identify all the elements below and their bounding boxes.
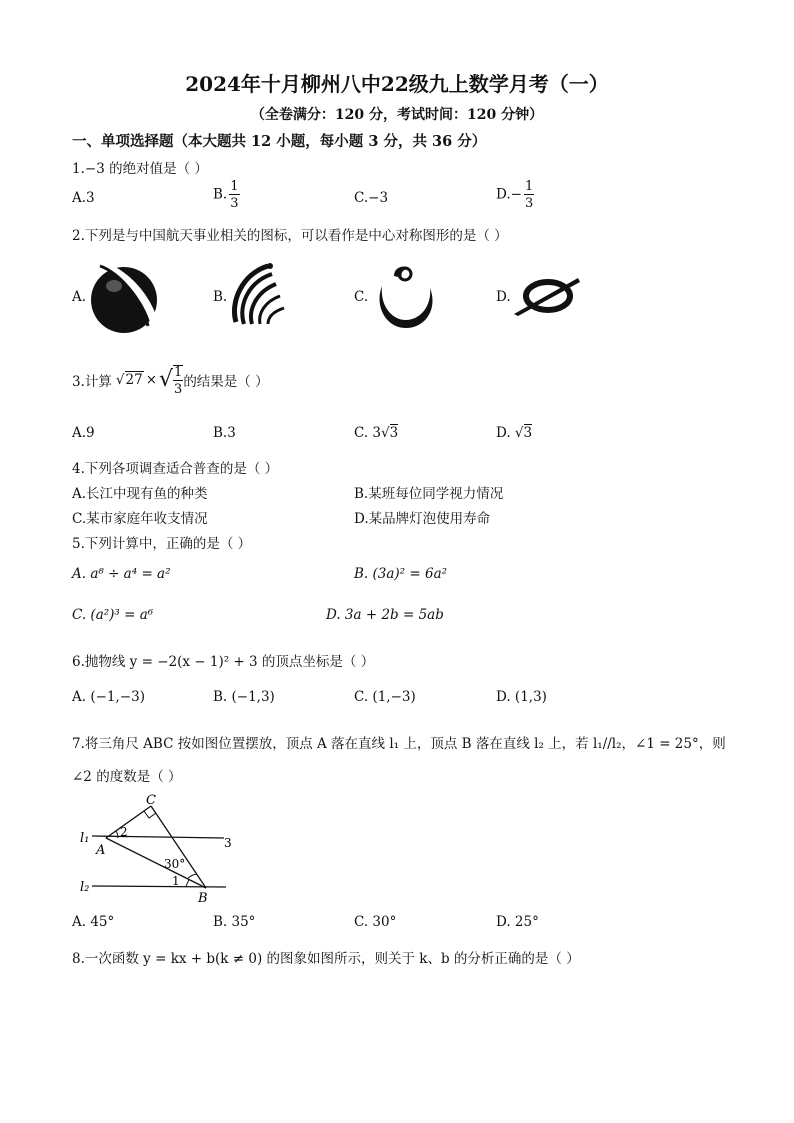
q1-b-prefix: B. <box>213 186 228 203</box>
q5-stem: 5.下列计算中，正确的是（ ） <box>72 536 252 552</box>
q2-icon-a-planet-icon <box>86 258 164 336</box>
right-angle-mark <box>144 811 156 818</box>
q1-option-a: A.3 <box>72 190 95 206</box>
q2-option-d-label: D. <box>496 289 511 305</box>
q3-d-prefix: D. <box>496 425 511 441</box>
q1-d-den: 3 <box>524 196 534 211</box>
q1-stem: 1.−3 的绝对值是（ ） <box>72 161 208 177</box>
q3-frac <box>173 365 183 396</box>
q4-option-c: C.某市家庭年收支情况 <box>72 511 208 527</box>
q5-option-d: D. 3a + 2b = 5ab <box>326 607 444 623</box>
q6-stem: 6.抛物线 y = −2(x − 1)² + 3 的顶点坐标是（ ） <box>72 654 375 670</box>
q2-option-a-label: A. <box>72 289 87 305</box>
q3-frac-den: 3 <box>174 381 183 397</box>
q1-option-b <box>213 180 240 210</box>
label-l1: l₁ <box>80 831 90 846</box>
q3-times: × <box>145 372 157 388</box>
label-2: 2 <box>120 825 128 839</box>
q6-option-a: A. (−1,−3) <box>72 689 145 705</box>
q5-option-a: A. a⁸ ÷ a⁴ = a² <box>72 566 171 582</box>
q2-option-b-label: B. <box>213 289 228 305</box>
q3-option-c: C. 3√3 <box>354 425 399 441</box>
label-3: 3 <box>224 836 232 850</box>
label-1: 1 <box>172 874 180 888</box>
q2-icon-c-crescent-icon <box>372 262 438 330</box>
q6-option-c: C. (1,−3) <box>354 689 416 705</box>
q3-root-sign: √ <box>159 367 174 392</box>
q1-b-num: 1 <box>230 179 239 194</box>
q2-option-c-label: C. <box>354 289 369 305</box>
q7-option-b: B. 35° <box>213 914 256 930</box>
q3-sqrt27-value: 27 <box>125 372 143 388</box>
label-l2: l₂ <box>80 880 90 895</box>
q4-option-d: D.某品牌灯泡使用寿命 <box>354 511 491 527</box>
q1-d-prefix: D.− <box>496 186 522 203</box>
q7-stem-line2: ∠2 的度数是（ ） <box>72 769 182 785</box>
q2-icon-b-orbit-icon <box>228 262 292 330</box>
q1-b-fraction <box>229 180 239 210</box>
q3-sqrt27: √27 <box>115 372 143 388</box>
q1-b-den: 3 <box>230 196 239 211</box>
q1-d-fraction <box>524 180 534 210</box>
q3-d-root: 3 <box>523 425 533 441</box>
q6-option-b: B. (−1,3) <box>213 689 275 705</box>
q7-option-a: A. 45° <box>72 914 115 930</box>
q3-c-prefix: C. 3 <box>354 425 382 441</box>
q3-c-root: 3 <box>389 425 399 441</box>
angle-30-arc <box>188 874 197 878</box>
q7-option-d: D. 25° <box>496 914 539 930</box>
q5-option-b: B. (3a)² = 6a² <box>354 566 448 582</box>
q3-frac-num: 1 <box>174 364 183 380</box>
q4-option-b: B.某班每位同学视力情况 <box>354 486 504 502</box>
q3-suffix: 的结果是（ ） <box>183 374 269 390</box>
label-b: B <box>198 891 208 906</box>
q7-figure-triangle <box>76 792 246 906</box>
q2-stem: 2.下列是与中国航天事业相关的图标，可以看作是中心对称图形的是（ ） <box>72 228 508 244</box>
line-ab <box>106 838 206 888</box>
q4-option-a: A.长江中现有鱼的种类 <box>72 486 208 502</box>
label-c: C <box>146 793 156 808</box>
exam-subtitle: （全卷满分：120 分，考试时间：120 分钟） <box>250 107 544 123</box>
q1-option-c: C.−3 <box>354 190 389 206</box>
q3-option-b: B.3 <box>213 425 236 441</box>
q2-icon-d-ring-icon <box>512 274 582 318</box>
q7-option-c: C. 30° <box>354 914 397 930</box>
q8-stem: 8.一次函数 y = kx + b(k ≠ 0) 的图象如图所示，则关于 k、b 的分析正确的是（ ） <box>72 951 580 967</box>
q4-stem: 4.下列各项调查适合普查的是（ ） <box>72 461 279 477</box>
angle-1-arc <box>186 880 189 887</box>
q3-prefix: 3.计算 <box>72 374 112 390</box>
q7-stem-line1: 7.将三角尺 ABC 按如图位置摆放，顶点 A 落在直线 l₁ 上，顶点 B 落在直线 l₂ 上，若 l₁//l₂，∠1 = 25°，则 <box>72 736 726 752</box>
label-a: A <box>96 843 106 858</box>
q5-option-c: C. (a²)³ = a⁶ <box>72 607 154 623</box>
q3-option-d: D. √3 <box>496 425 533 441</box>
q3-sqrt-frac <box>159 365 183 396</box>
q1-d-num: 1 <box>524 179 534 194</box>
section-heading: 一、单项选择题（本大题共 12 小题，每小题 3 分，共 36 分） <box>72 133 487 150</box>
q6-option-d: D. (1,3) <box>496 689 547 705</box>
q1-option-d <box>496 180 534 210</box>
q3-stem <box>72 363 269 397</box>
label-30: 30° <box>164 857 186 871</box>
line-ac <box>106 806 151 838</box>
q3-option-a: A.9 <box>72 425 95 441</box>
exam-title: 2024年十月柳州八中22级九上数学月考（一） <box>185 72 609 96</box>
line-l1 <box>92 836 224 838</box>
